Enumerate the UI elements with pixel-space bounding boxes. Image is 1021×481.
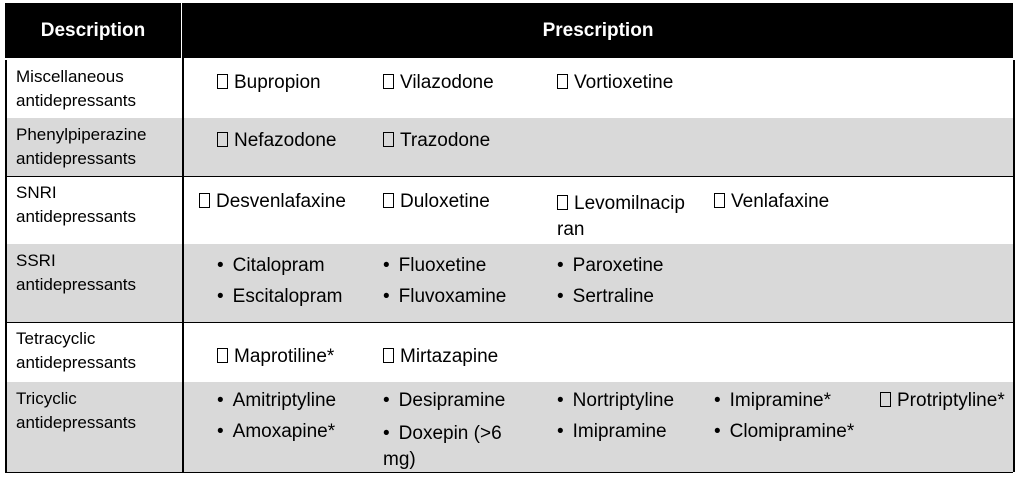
checkbox-icon <box>383 348 394 363</box>
drug-item <box>557 421 667 443</box>
drug-name: Mirtazapine <box>400 346 499 367</box>
row-description: Tricyclic antidepressants <box>16 389 137 432</box>
bullet-icon: • <box>383 390 390 411</box>
checkbox-icon <box>217 74 228 89</box>
bullet-icon: • <box>557 390 564 411</box>
checkbox-icon <box>880 392 891 407</box>
bullet-icon: • <box>714 390 721 411</box>
drug-name: Venlafaxine <box>731 191 830 212</box>
drug-item <box>383 72 494 94</box>
drug-name: Fluoxetine <box>398 255 487 276</box>
drug-item <box>383 130 490 152</box>
checkbox-icon <box>199 193 210 208</box>
drug-name: Protriptyline* <box>897 390 1005 411</box>
checkbox-icon <box>383 74 394 89</box>
bullet-icon: • <box>217 286 224 307</box>
checkbox-icon <box>217 348 228 363</box>
row-description: Phenylpiperazine antidepressants <box>16 125 147 168</box>
drug-item <box>383 255 486 277</box>
column-divider <box>5 60 7 472</box>
drug-item <box>383 346 498 368</box>
drug-item <box>714 390 831 412</box>
drug-item <box>217 130 336 152</box>
drug-item <box>557 72 673 94</box>
drug-name: Sertraline <box>572 286 654 307</box>
row-description: Tetracyclic antidepressants <box>16 329 137 372</box>
drug-name: Amoxapine* <box>232 421 336 442</box>
header-label: Prescription <box>542 19 654 41</box>
drug-name: Vortioxetine <box>574 72 674 93</box>
row-description: SNRI antidepressants <box>16 183 137 226</box>
drug-item <box>557 390 674 412</box>
bullet-icon: • <box>383 286 390 307</box>
drug-name: Clomipramine* <box>729 421 855 442</box>
drug-name: Amitriptyline <box>232 390 337 411</box>
drug-item <box>714 191 829 213</box>
checkbox-icon <box>383 132 394 147</box>
drug-name: Paroxetine <box>572 255 664 276</box>
bullet-icon: • <box>217 390 224 411</box>
drug-name: Doxepin (>6 mg) <box>383 423 502 470</box>
column-divider <box>1013 60 1015 472</box>
bullet-icon: • <box>217 421 224 442</box>
drug-name: Citalopram <box>232 255 325 276</box>
drug-item <box>383 421 533 473</box>
bullet-icon: • <box>383 423 390 444</box>
row-description: SSRI antidepressants <box>16 251 137 294</box>
checkbox-icon <box>217 132 228 147</box>
checkbox-icon <box>557 195 568 210</box>
bullet-icon: • <box>557 421 564 442</box>
drug-item <box>880 390 1010 412</box>
drug-item <box>217 346 334 368</box>
drug-item <box>557 255 664 277</box>
drug-name: Fluvoxamine <box>398 286 507 307</box>
drug-item <box>383 191 490 213</box>
drug-name: Imipramine* <box>729 390 832 411</box>
bullet-icon: • <box>557 286 564 307</box>
bullet-icon: • <box>714 421 721 442</box>
row-description: Miscellaneous antidepressants <box>16 67 137 110</box>
drug-item <box>714 421 854 443</box>
drug-name: Trazodone <box>400 130 491 151</box>
drug-item <box>383 390 505 412</box>
drug-name: Levomilnacip ran <box>557 193 685 240</box>
header-label: Description <box>40 19 146 41</box>
column-divider <box>182 3 184 472</box>
drug-name: Escitalopram <box>232 286 343 307</box>
drug-item <box>217 421 335 443</box>
drug-name: Duloxetine <box>400 191 490 212</box>
header-description <box>5 3 181 58</box>
drug-name: Nefazodone <box>234 130 337 151</box>
checkbox-icon <box>383 193 394 208</box>
bullet-icon: • <box>383 255 390 276</box>
drug-name: Bupropion <box>234 72 321 93</box>
drug-name: Desipramine <box>398 390 506 411</box>
drug-name: Vilazodone <box>400 72 494 93</box>
drug-name: Nortriptyline <box>572 390 675 411</box>
bullet-icon: • <box>217 255 224 276</box>
checkbox-icon <box>557 74 568 89</box>
drug-item <box>217 390 336 412</box>
drug-name: Maprotiline* <box>234 346 335 367</box>
drug-item <box>557 286 654 308</box>
drug-item <box>383 286 506 308</box>
drug-item <box>217 286 342 308</box>
checkbox-icon <box>714 193 725 208</box>
drug-name: Desvenlafaxine <box>216 191 346 212</box>
drug-item <box>217 72 321 94</box>
header-prescription <box>183 3 1013 58</box>
drug-item <box>199 191 346 213</box>
drug-name: Imipramine <box>572 421 667 442</box>
drug-item <box>217 255 325 277</box>
drug-item <box>557 191 707 243</box>
bullet-icon: • <box>557 255 564 276</box>
